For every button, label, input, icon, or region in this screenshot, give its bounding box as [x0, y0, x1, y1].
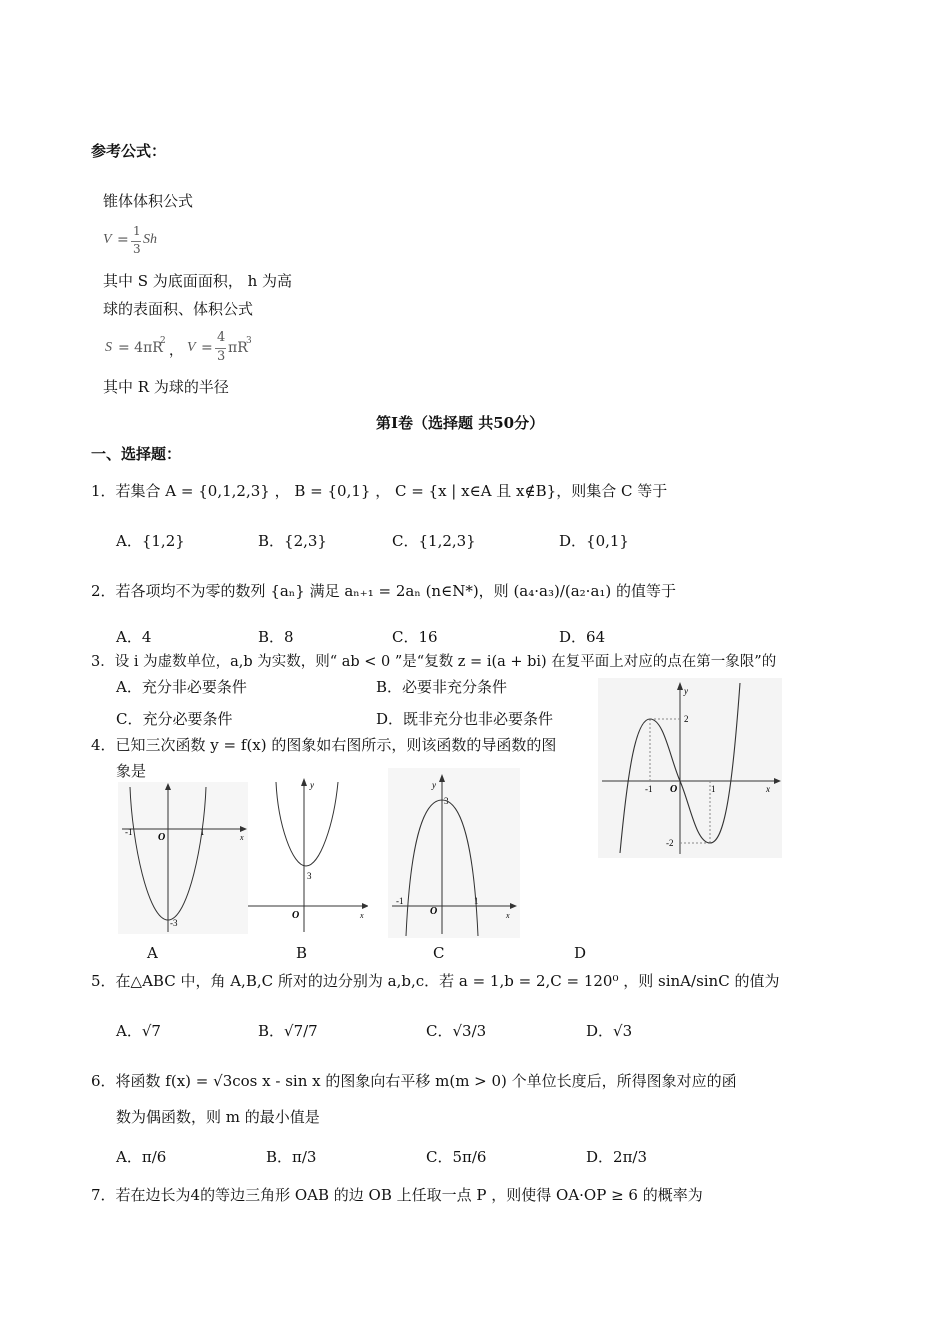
graph-a [118, 782, 248, 934]
svg-text:O: O [670, 784, 678, 795]
q1-option-d: D．{0,1} [559, 532, 629, 550]
q1-stem: 1．若集合 A = {0,1,2,3} ， B = {0,1} ， C = {x | x∈A 且 x∉B}，则集合 C 等于 [91, 482, 668, 500]
sphere-formula-note: 其中 R 为球的半径 [103, 378, 229, 396]
graph-label-c: C [433, 944, 445, 962]
q6-stem: 6．将函数 f(x) = √3cos x - sin x 的图象向右平移 m(m > 0) 个单位长度后，所得图象对应的函 [91, 1072, 737, 1090]
svg-text:-2: -2 [666, 838, 674, 848]
q3-option-d: D．既非充分也非必要条件 [376, 710, 554, 728]
sphere-formula-visual: S = 4πR 2 ， V = 4 3 πR 3 [105, 330, 252, 364]
svg-text:x: x [240, 833, 244, 842]
svg-text:3: 3 [444, 796, 449, 806]
section-title: 第Ⅰ卷（选择题 共50分） [376, 414, 545, 432]
q1-option-a: A．{1,2} [116, 532, 185, 550]
q2-stem: 2．若各项均不为零的数列 {aₙ} 满足 aₙ₊₁ = 2aₙ (n∈N*)，则 (a₄·a₃)/(a₂·a₁) 的值等于 [91, 582, 677, 600]
graph-label-b: B [296, 944, 308, 962]
part-heading: 一、选择题： [91, 445, 182, 463]
svg-text:-1: -1 [125, 827, 133, 837]
svg-text:O: O [158, 832, 166, 843]
q5-stem: 5．在△ABC 中，角 A,B,C 所对的边分别为 a,b,c．若 a = 1,b = 2,C = 120⁰ ，则 sinA/sinC 的值为 [91, 972, 780, 990]
svg-text:x: x [360, 911, 364, 920]
cone-volume-label: 锥体体积公式 [103, 192, 194, 210]
svg-text:-3: -3 [170, 918, 178, 928]
formulas-heading: 参考公式： [91, 142, 167, 160]
cubic-function-graph [598, 678, 782, 858]
q3-option-a: A．充分非必要条件 [116, 678, 247, 696]
q2-option-a: A．4 [116, 628, 152, 646]
q6-option-a: A．π/6 [116, 1148, 167, 1166]
q6-option-b: B．π/3 [266, 1148, 317, 1166]
q6-option-d: D．2π/3 [586, 1148, 648, 1166]
svg-text:y: y [684, 686, 688, 696]
graph-b [246, 774, 368, 934]
q5-option-d: D．√3 [586, 1022, 633, 1040]
q5-option-b: B．√7/7 [258, 1022, 318, 1040]
svg-text:O: O [292, 910, 300, 921]
q6-stem-cont: 数为偶函数，则 m 的最小值是 [116, 1108, 320, 1126]
q2-option-d: D．64 [559, 628, 606, 646]
q6-option-c: C．5π/6 [426, 1148, 487, 1166]
svg-text:x: x [506, 911, 510, 920]
q2-option-c: C．16 [392, 628, 438, 646]
q7-stem: 7．若在边长为4的等边三角形 OAB 的边 OB 上任取一点 P ，则使得 OA·OP ≥ 6 的概率为 [91, 1186, 703, 1204]
cone-volume-note: 其中 S 为底面面积， h 为高 [103, 272, 293, 290]
svg-text:y: y [432, 780, 436, 790]
q3-option-b: B．必要非充分条件 [376, 678, 508, 696]
q2-option-b: B．8 [258, 628, 294, 646]
svg-text:1: 1 [711, 784, 716, 794]
svg-text:1: 1 [474, 896, 479, 906]
q3-stem: 3．设 i 为虚数单位，a,b 为实数，则“ ab < 0 ”是“复数 z = i(a + bi) 在复平面上对应的点在第一象限”的 [91, 654, 777, 670]
svg-text:y: y [310, 780, 314, 790]
graph-label-a: A [147, 944, 158, 962]
svg-text:x: x [766, 784, 770, 794]
graph-label-d: D [574, 944, 587, 962]
q1-option-b: B．{2,3} [258, 532, 327, 550]
q4-stem: 4．已知三次函数 y = f(x) 的图象如右图所示，则该函数的导函数的图 [91, 736, 557, 754]
q5-option-a: A．√7 [116, 1022, 161, 1040]
graph-c [388, 768, 520, 938]
svg-text:1: 1 [200, 827, 205, 837]
svg-text:O: O [430, 906, 438, 917]
q4-stem-cont: 象是 [116, 762, 147, 780]
svg-text:-1: -1 [645, 784, 653, 794]
svg-text:2: 2 [684, 714, 689, 724]
sphere-formula-label: 球的表面积、体积公式 [103, 300, 254, 318]
q5-option-c: C．√3/3 [426, 1022, 487, 1040]
svg-text:-1: -1 [396, 896, 404, 906]
q3-option-c: C．充分必要条件 [116, 710, 233, 728]
svg-text:3: 3 [307, 871, 312, 881]
q1-option-c: C．{1,2,3} [392, 532, 476, 550]
